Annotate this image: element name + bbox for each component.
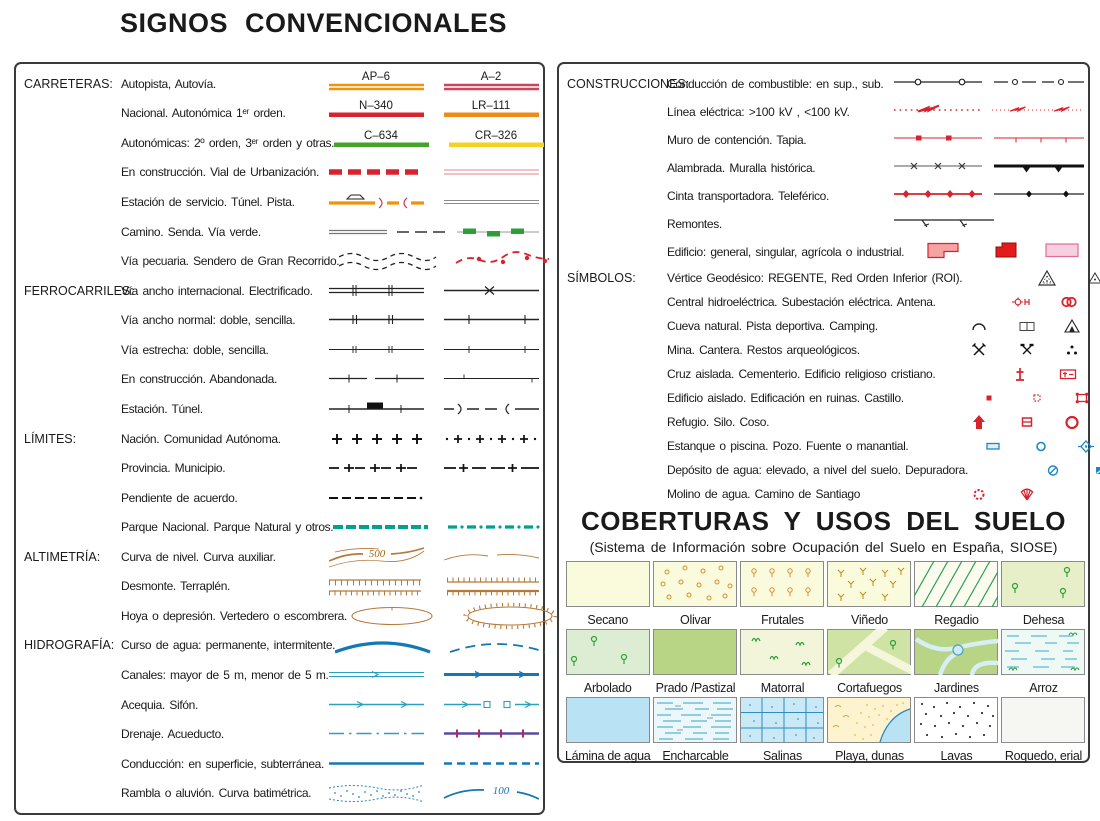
row-label: Alambrada. Muralla histórica. (667, 161, 816, 175)
row-central (567, 290, 1084, 314)
electric-substation-icon (1059, 292, 1079, 312)
row-label: Autonómicas: 2º orden, 3ᵉʳ orden y otras. (121, 135, 335, 150)
fence-wall-symbol-icon (894, 154, 1084, 178)
landcover-cell-jardines (914, 629, 998, 695)
swatch-prado-icon (653, 629, 737, 675)
row-desmonte (24, 572, 539, 602)
row-label: Estación. Túnel. (121, 401, 203, 416)
row-label: Vía ancho internacional. Electrificado. (121, 283, 313, 298)
row-label: Autopista, Autovía. (121, 76, 216, 91)
category-hidrografia: HIDROGRAFÍA: (24, 638, 115, 653)
bullring-icon (1062, 412, 1082, 432)
narrow-gauge-rail-symbol-icon (329, 336, 539, 364)
row-acequia (24, 690, 539, 720)
geodesic-vertex-regente-icon (1037, 268, 1057, 288)
row-label: Edificio aislado. Edificación en ruinas. Castillo. (667, 391, 904, 405)
row-label: Edificio: general, singular, agrícola o industrial. (667, 245, 905, 259)
category-ferrocarriles: FERROCARRILES: (24, 283, 134, 298)
canal-symbol-icon (329, 661, 539, 689)
row-label: En construcción. Abandonada. (121, 372, 277, 387)
row-label: Conducción: en superficie, subterránea. (121, 756, 324, 771)
row-label: Nacional. Autonómica 1ᵉʳ orden. (121, 106, 286, 121)
row-via-pecuaria (24, 246, 539, 276)
landcover-label: Playa, dunas (835, 749, 904, 763)
landcover-label: Lámina de agua (565, 749, 651, 763)
national-park-symbol-icon (333, 513, 543, 541)
row-label: Refugio. Silo. Coso. (667, 415, 770, 429)
row-vertice (567, 266, 1084, 290)
row-label: Central hidroeléctrica. Subestación eléctrica. Antena. (667, 295, 936, 309)
castle-icon (1072, 388, 1092, 408)
row-cruz (567, 362, 1084, 386)
row-label: Drenaje. Acueducto. (121, 727, 224, 742)
row-rail-construccion (24, 365, 539, 395)
irrigation-ditch-symbol-icon (329, 691, 539, 719)
row-label: Canales: mayor de 5 m, menor de 5 m. (121, 668, 329, 683)
row-drenaje (24, 719, 539, 749)
row-refugio (567, 410, 1084, 434)
row-molino (567, 482, 1084, 506)
mine-icon (969, 340, 989, 360)
swatch-jardines-icon (914, 629, 998, 675)
swatch-playa-dunas-icon (827, 697, 911, 743)
watercourse-symbol-icon (335, 631, 545, 659)
landcover-cell-cortafuegos (827, 629, 911, 695)
depression-dump-symbol-icon (347, 602, 557, 630)
row-label: Curso de agua: permanente, intermitente. (121, 638, 336, 653)
landcover-label: Salinas (763, 749, 802, 763)
svg-text:LR–111: LR–111 (471, 100, 511, 113)
contour-line-symbol-icon (329, 543, 539, 571)
camino-santiago-shell-icon (1017, 484, 1037, 504)
row-en-construccion-vial (24, 158, 539, 188)
swatch-cortafuegos-icon (827, 629, 911, 675)
landcover-label: Arroz (1029, 681, 1058, 695)
province-boundary-symbol-icon (329, 454, 539, 482)
row-label: Pendiente de acuerdo. (121, 490, 238, 505)
landcover-cell-lamina (565, 697, 650, 763)
cut-embankment-symbol-icon (329, 572, 539, 600)
right-legend-panel (557, 62, 1090, 763)
row-canales (24, 660, 539, 690)
row-parque (24, 512, 539, 542)
row-camino-senda (24, 217, 539, 247)
row-autopista (24, 69, 539, 99)
row-conduccion-agua (24, 749, 539, 779)
row-label: Cueva natural. Pista deportiva. Camping. (667, 319, 878, 333)
water-pipeline-symbol-icon (329, 750, 539, 778)
row-label: Curva de nivel. Curva auxiliar. (121, 549, 276, 564)
row-provincia (24, 453, 539, 483)
row-label: Mina. Cantera. Restos arqueológicos. (667, 343, 860, 357)
category-limites: LÍMITES: (24, 431, 77, 446)
row-rambla (24, 779, 539, 809)
row-via-ancho-normal (24, 306, 539, 336)
landcover-label: Regadio (934, 613, 979, 627)
row-nacional (24, 99, 539, 129)
swatch-lavas-icon (914, 697, 998, 743)
landcover-cell-olivar (653, 561, 737, 627)
landcover-label: Arbolado (583, 681, 632, 695)
isolated-cross-icon (1010, 364, 1030, 384)
svg-text:CR–326: CR–326 (475, 129, 518, 142)
row-cueva (567, 314, 1084, 338)
row-label: Muro de contención. Tapia. (667, 133, 807, 147)
row-estacion-servicio (24, 187, 539, 217)
row-edificio-aislado (567, 386, 1084, 410)
landcover-label: Cortafuegos (837, 681, 902, 695)
row-label: Conducción de combustible: en sup., sub. (667, 77, 884, 91)
swatch-encharcable-icon (653, 697, 737, 743)
landcover-cell-salinas (740, 697, 824, 763)
svg-text:100: 100 (492, 785, 510, 798)
swatch-vinedo-icon (827, 561, 911, 607)
elevated-water-tank-icon (1043, 460, 1063, 480)
landcover-cell-arbolado (565, 629, 650, 695)
landcover-grid (565, 561, 1082, 763)
category-construcciones: CONSTRUCCIONES: (567, 77, 690, 91)
hydroelectric-plant-icon (1011, 292, 1031, 312)
ruins-icon (1027, 388, 1047, 408)
row-autonomicas (24, 128, 539, 158)
swatch-matorral-icon (740, 629, 824, 675)
cave-icon (969, 316, 989, 336)
conveyor-cablecar-symbol-icon (894, 182, 1084, 206)
landcover-cell-encharcable (653, 697, 737, 763)
left-legend-panel (14, 62, 545, 815)
regional-road-symbol-icon (334, 129, 544, 157)
svg-text:AP–6: AP–6 (361, 70, 391, 83)
left-rows (24, 69, 539, 808)
swatch-regadio-icon (914, 561, 998, 607)
retaining-wall-symbol-icon (894, 126, 1084, 150)
cemetery-icon (1058, 364, 1078, 384)
sports-field-icon (1017, 316, 1037, 336)
row-alambrada (567, 154, 1084, 182)
drainage-aqueduct-symbol-icon (329, 720, 539, 748)
swatch-roquedo-icon (1001, 697, 1085, 743)
landcover-cell-playa (827, 697, 911, 763)
category-carreteras: CARRETERAS: (24, 76, 113, 91)
row-label: Camino. Senda. Vía verde. (121, 224, 261, 239)
row-linea-electrica (567, 98, 1084, 126)
road-construction-symbol-icon (329, 158, 539, 186)
wash-bathymetric-symbol-icon (329, 779, 539, 807)
landcover-cell-dehesa (1001, 561, 1085, 627)
landcover-label: Roquedo, erial (1004, 749, 1083, 763)
row-label: Rambla o aluvión. Curva batimétrica. (121, 786, 312, 801)
ground-water-tank-icon (1091, 460, 1100, 480)
landcover-cell-roquedo (1001, 697, 1085, 763)
ski-lift-symbol-icon (894, 210, 1084, 234)
row-estacion-tunel (24, 394, 539, 424)
water-mill-icon (969, 484, 989, 504)
landcover-cell-secano (565, 561, 650, 627)
svg-text:500: 500 (368, 547, 386, 560)
row-label: Remontes. (667, 217, 722, 231)
row-via-ancho-internacional (24, 276, 539, 306)
row-label: Molino de agua. Camino de Santiago (667, 487, 861, 501)
svg-text:N–340: N–340 (359, 100, 393, 113)
row-label: Vía ancho normal: doble, sencilla. (121, 313, 296, 328)
power-line-symbol-icon (894, 98, 1084, 122)
row-label: Vía pecuaria. Sendero de Gran Recorrido. (121, 254, 340, 269)
row-label: En construcción. Vial de Urbanización. (121, 165, 319, 180)
swatch-frutales-icon (740, 561, 824, 607)
swatch-secano-icon (566, 561, 650, 607)
normal-gauge-rail-symbol-icon (329, 306, 539, 334)
rail-construction-abandoned-symbol-icon (329, 365, 539, 393)
fuel-pipeline-symbol-icon (894, 70, 1084, 94)
page-title: SIGNOS CONVENCIONALES (120, 8, 508, 38)
landcover-label: Frutales (761, 613, 804, 627)
geodesic-vertex-roi-icon (1085, 268, 1100, 288)
national-road-symbol-icon (329, 99, 539, 127)
landcover-label: Dehesa (1022, 613, 1065, 627)
swatch-olivar-icon (653, 561, 737, 607)
drove-road-gr-trail-symbol-icon (339, 247, 549, 275)
row-label: Parque Nacional. Parque Natural y otros. (121, 520, 334, 535)
row-curso-agua (24, 631, 539, 661)
row-muro (567, 126, 1084, 154)
row-combustible (567, 70, 1084, 98)
swatch-arbolado-icon (566, 629, 650, 675)
row-nacion (24, 424, 539, 454)
pond-pool-icon (983, 436, 1003, 456)
landcover-label: Matorral (760, 681, 805, 695)
landcover-cell-vinedo (827, 561, 911, 627)
isolated-building-icon (979, 388, 999, 408)
station-tunnel-symbol-icon (329, 395, 539, 423)
row-label: Línea eléctrica: >100 kV , <100 kV. (667, 105, 850, 119)
international-gauge-rail-symbol-icon (329, 277, 539, 305)
swatch-dehesa-icon (1001, 561, 1085, 607)
row-deposito (567, 458, 1084, 482)
category-simbolos: SÍMBOLOS: (567, 271, 636, 285)
landcover-cell-frutales (740, 561, 824, 627)
motorway-symbol-icon (329, 70, 539, 98)
row-hoya (24, 601, 539, 631)
row-pendiente (24, 483, 539, 513)
building-types-symbol-icon (904, 238, 1094, 262)
row-mina (567, 338, 1084, 362)
svg-text:C–634: C–634 (364, 129, 399, 142)
landcover-label: Jardines (934, 681, 979, 695)
row-label: Nación. Comunidad Autónoma. (121, 431, 281, 446)
svg-text:A–2: A–2 (480, 70, 502, 83)
row-remontes (567, 210, 1084, 238)
landcover-label: Viñedo (851, 613, 888, 627)
well-icon (1031, 436, 1051, 456)
row-label: Estación de servicio. Túnel. Pista. (121, 195, 295, 210)
row-edificio (567, 238, 1084, 266)
row-estanque (567, 434, 1084, 458)
spring-fountain-icon (1076, 436, 1096, 456)
grade-agreement-symbol-icon (329, 484, 539, 512)
row-label: Cruz aislada. Cementerio. Edificio religioso cristiano. (667, 367, 936, 381)
landcover-label: Secano (587, 613, 629, 627)
row-label: Depósito de agua: elevado, a nivel del suelo. Depuradora. (667, 463, 968, 477)
service-station-tunnel-symbol-icon (329, 188, 539, 216)
row-cinta (567, 182, 1084, 210)
row-label: Vía estrecha: doble, sencilla. (121, 342, 269, 357)
path-greenway-symbol-icon (329, 218, 539, 246)
silo-icon (1017, 412, 1037, 432)
landcover-label: Prado /Pastizal (655, 681, 736, 695)
coberturas-title: COBERTURAS Y USOS DEL SUELO (580, 506, 1067, 536)
landcover-cell-prado (653, 629, 737, 695)
row-label: Vértice Geodésico: REGENTE, Red Orden Inferior (ROI). (667, 271, 963, 285)
landcover-cell-lavas (914, 697, 998, 763)
landcover-cell-matorral (740, 629, 824, 695)
camping-icon (1062, 316, 1082, 336)
landcover-label: Lavas (940, 749, 973, 763)
coberturas-subtitle: (Sistema de Información sobre Ocupación del Suelo en España, SIOSE) (589, 539, 1058, 555)
landcover-label: Olivar (680, 613, 711, 627)
right-rows (567, 70, 1084, 506)
row-label: Cinta transportadora. Teleférico. (667, 189, 829, 203)
quarry-icon (1017, 340, 1037, 360)
row-label: Provincia. Municipio. (121, 461, 226, 476)
row-label: Acequia. Sifón. (121, 697, 198, 712)
row-label: Desmonte. Terraplén. (121, 579, 231, 594)
landcover-label: Encharcable (662, 749, 729, 763)
refuge-icon (969, 412, 989, 432)
national-boundary-symbol-icon (329, 425, 539, 453)
swatch-lamina-agua-icon (566, 697, 650, 743)
landcover-cell-regadio (914, 561, 998, 627)
swatch-arroz-icon (1001, 629, 1085, 675)
row-label: Estanque o piscina. Pozo. Fuente o manantial. (667, 439, 909, 453)
archaeological-remains-icon (1062, 340, 1082, 360)
swatch-salinas-icon (740, 697, 824, 743)
landcover-cell-arroz (1001, 629, 1085, 695)
row-label: Hoya o depresión. Vertedero o escombrera. (121, 608, 347, 623)
row-via-estrecha (24, 335, 539, 365)
row-curva-nivel (24, 542, 539, 572)
category-altimetria: ALTIMETRÍA: (24, 549, 101, 564)
